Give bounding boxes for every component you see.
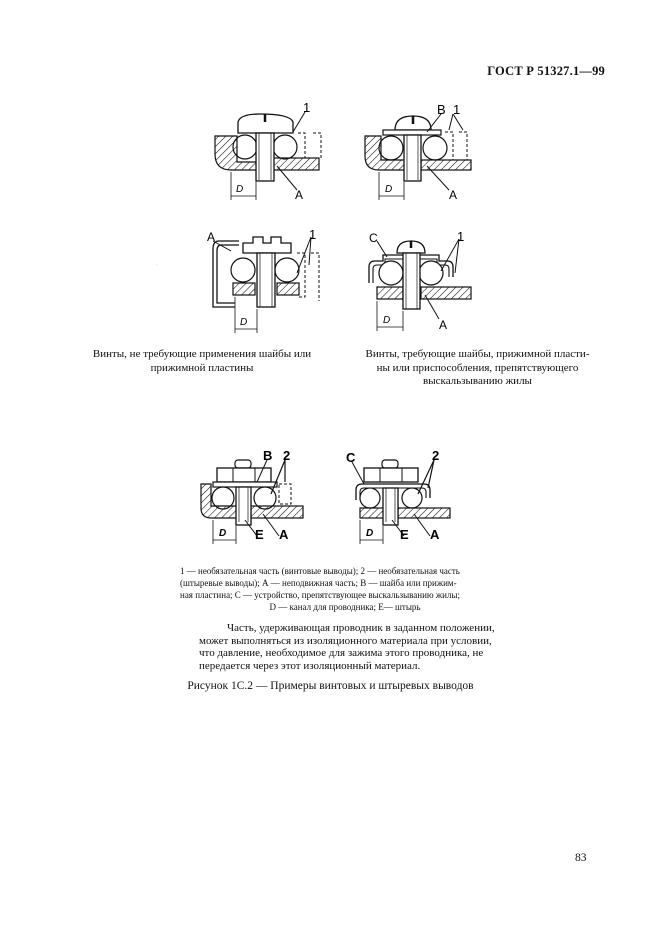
page-number: 83 xyxy=(575,852,587,864)
legend-line-2: (штыревые выводы); А — неподвижная часть; В — шайба или прижим- xyxy=(180,578,457,588)
figure-screw-no-washer-2 xyxy=(205,225,330,340)
ref-1-label: 1 xyxy=(453,102,461,117)
body-line-2: может выполняться из изоляционного материала при условии, xyxy=(199,634,492,647)
label-a: A xyxy=(295,188,304,202)
ref-b-label: B xyxy=(263,448,273,463)
body-paragraph xyxy=(199,622,495,672)
label-a: A xyxy=(279,527,289,542)
dimension-d: D xyxy=(385,184,393,195)
dimension-d: D xyxy=(236,184,244,195)
document-number-header: ГОСТ Р 51327.1—99 xyxy=(487,64,605,78)
body-line-1: Часть, удерживающая проводник в заданном положении, xyxy=(227,622,495,634)
body-line-4: передается через этот изоляционный материал. xyxy=(199,659,421,672)
label-c: C xyxy=(369,231,378,245)
ref-1-label: 1 xyxy=(309,227,317,242)
figure-screw-washer-1 xyxy=(355,100,475,205)
figure-screw-washer-2 xyxy=(355,225,480,340)
ref-1-label: 1 xyxy=(303,100,311,115)
label-c: C xyxy=(346,450,356,465)
caption-no-washer: Винты, не требующие применения шайбы или прижимной пластины xyxy=(92,348,312,374)
legend-line-3: ная пластина; С — устройство, препятствующее выскальзыванию жилы; xyxy=(180,590,460,600)
figure-stud-terminal-2 xyxy=(340,440,460,550)
caption-with-washer: Винты, требующие шайбы, прижимной пласти- ны или приспособления, препятствующего выскальзыванию жилы xyxy=(365,348,590,387)
body-line-3: что давление, необходимое для зажима этого проводника, не xyxy=(199,647,484,659)
label-a: A xyxy=(439,318,448,332)
figure-screw-no-washer-1 xyxy=(205,100,325,205)
dimension-d: D xyxy=(383,315,391,326)
label-a: A xyxy=(430,527,440,542)
ref-b-label: B xyxy=(437,102,446,117)
label-e: E xyxy=(255,527,264,542)
legend-line-4: D — канал для проводника; Е— штырь xyxy=(269,602,421,612)
dimension-d: D xyxy=(366,528,374,539)
dimension-d: D xyxy=(240,317,248,328)
figure-stud-terminal-1 xyxy=(193,440,313,550)
ref-2-label: 2 xyxy=(283,448,291,463)
figure-caption: Рисунок 1С.2 — Примеры винтовых и штыревых выводов xyxy=(187,680,474,692)
dimension-d: D xyxy=(219,528,227,539)
ref-1-label: 1 xyxy=(457,229,465,244)
label-e: E xyxy=(400,527,409,542)
ref-2-label: 2 xyxy=(432,448,440,463)
figure-legend xyxy=(180,565,510,613)
label-a: A xyxy=(449,188,458,202)
label-a: A xyxy=(207,230,216,244)
legend-line-1: 1 — необязательная часть (винтовые выводы); 2 — необязательная часть xyxy=(180,566,460,576)
margin-mark: · xyxy=(156,262,158,268)
